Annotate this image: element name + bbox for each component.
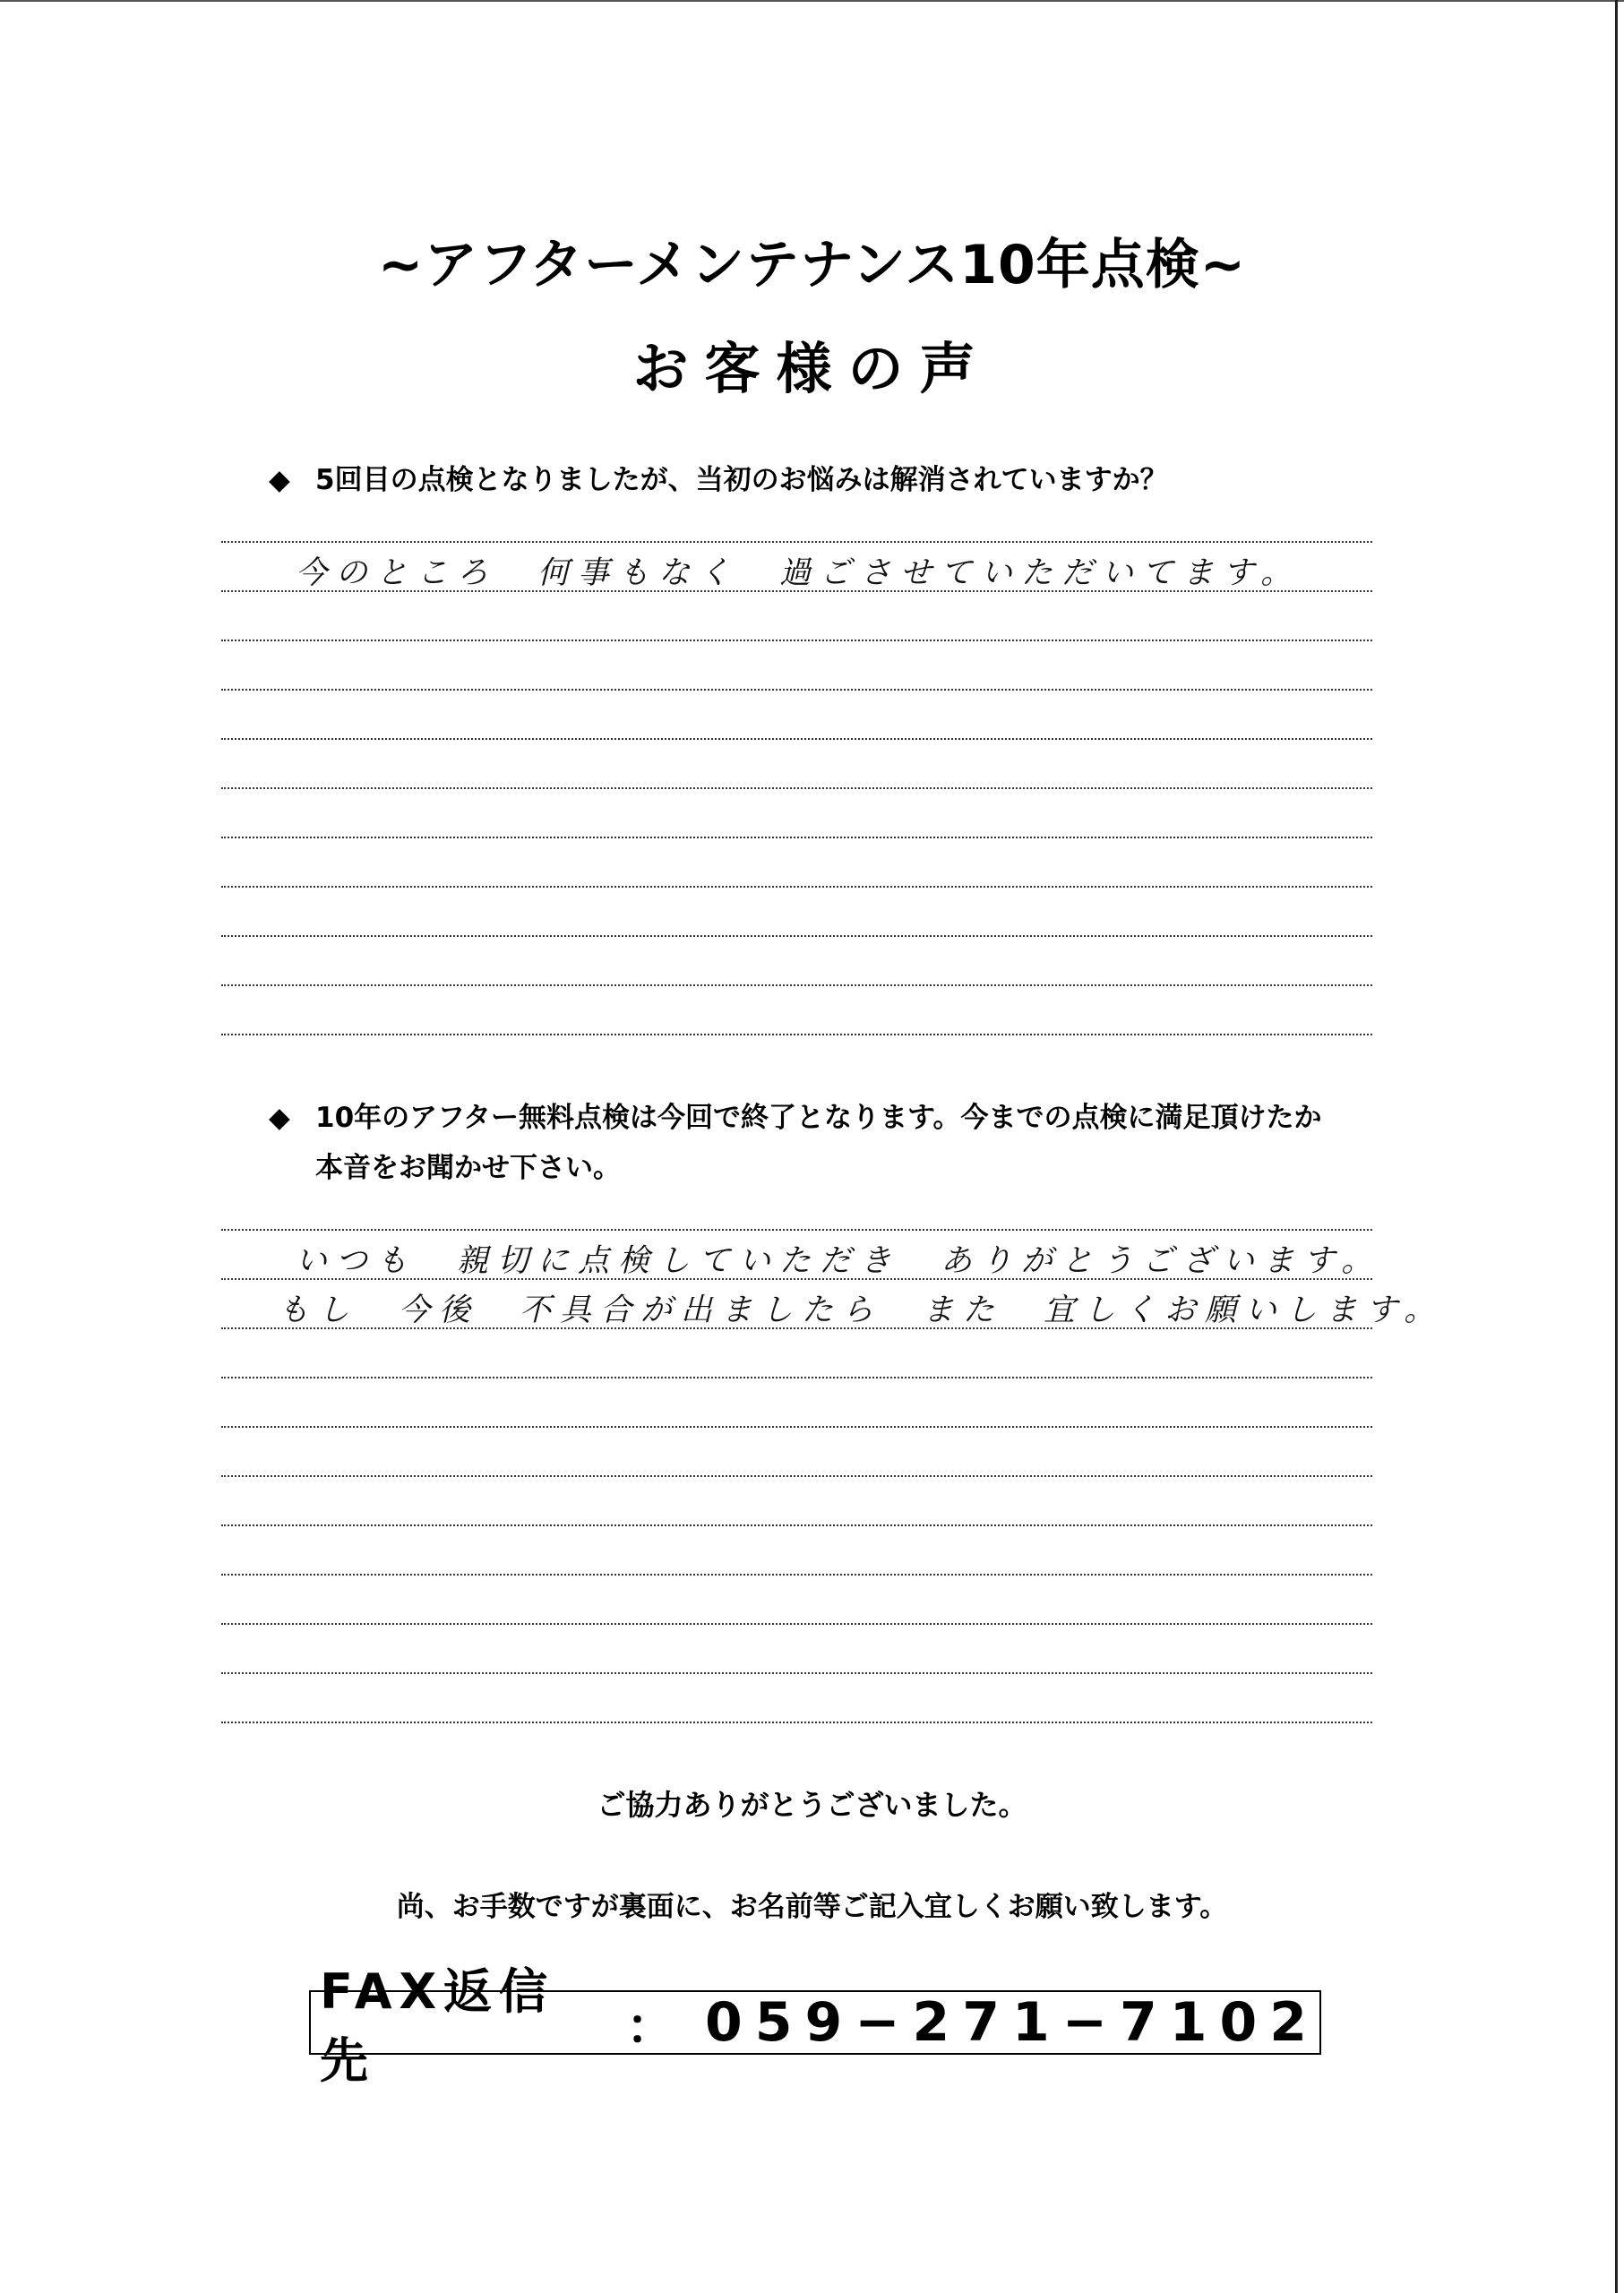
answer-line	[221, 1722, 1372, 1723]
page-title: ~アフターメンテナンス10年点検~	[377, 234, 1247, 296]
instruction-note: 尚、お手数ですが裏面に、お名前等ご記入宜しくお願い致します。	[396, 1891, 1228, 1923]
answer-line	[221, 1229, 1372, 1231]
answer-line	[221, 984, 1372, 986]
answer-line	[221, 787, 1372, 789]
question-2-text-line1: 10年のアフター無料点検は今回で終了となります。今までの点検に満足頂けたか	[315, 1102, 1322, 1134]
question-1-text: 5回目の点検となりましたが、当初のお悩みは解消されていますか？	[315, 464, 1168, 496]
question-2	[269, 1093, 1397, 1193]
question-1	[269, 455, 1397, 505]
answer-line	[221, 738, 1372, 740]
diamond-bullet-icon: ◆	[269, 1102, 290, 1134]
diamond-bullet-icon: ◆	[269, 464, 290, 496]
fax-label: FAX返信先	[320, 1963, 555, 2089]
answer-line	[221, 1377, 1372, 1378]
answer-line	[221, 689, 1372, 691]
fax-box	[309, 1963, 1321, 2089]
answer-line	[221, 1672, 1372, 1674]
answer-line	[221, 886, 1372, 888]
question-2-text-line2: 本音をお聞かせ下さい。	[315, 1152, 621, 1184]
answer-line	[221, 837, 1372, 838]
answer-line	[221, 1574, 1372, 1576]
answer-line	[221, 640, 1372, 641]
fax-separator: ：	[625, 1997, 675, 2055]
answer-line	[221, 1426, 1372, 1428]
thanks-message: ご協力ありがとうございました。	[597, 1788, 1027, 1822]
page-subtitle: お客様の声	[632, 336, 992, 401]
answer-line	[221, 1475, 1372, 1477]
fax-number: 059−271−7102	[704, 1991, 1319, 2054]
answer-line	[221, 1623, 1372, 1625]
answer-line	[221, 541, 1372, 543]
answer-line	[221, 1524, 1372, 1526]
answer-line	[221, 1034, 1372, 1035]
handwritten-answer-2: いつも 親切に点検していただき ありがとうございます。	[296, 1243, 1382, 1279]
handwritten-answer-1: 今のところ 何事もなく 過ごさせていただいてます。	[296, 555, 1302, 591]
answer-line	[221, 935, 1372, 937]
page-top-edge	[0, 0, 1624, 2]
handwritten-answer-3: もし 今後 不具合が出ましたら また 宜しくお願いします。	[278, 1292, 1445, 1328]
